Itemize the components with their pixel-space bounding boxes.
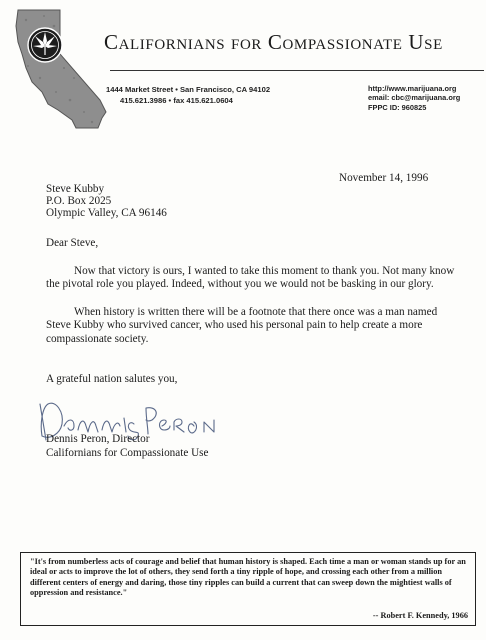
recipient-address — [46, 183, 167, 220]
letterhead-divider — [110, 70, 484, 71]
website-link[interactable]: http://www.marijuana.org — [368, 84, 457, 93]
signer-name-title: Dennis Peron, Director — [46, 433, 150, 445]
quote-text: "It's from numberless acts of courage and belief that human history is shaped. Each time a man or woman stands up for an ideal or acts to improve the lot of others, they send forth a tiny ripple of hope, and crossing each other from a million different centers of energy and daring, those tiny ripples can build a current that can sweep down the mightiest walls of oppression and resistance." — [30, 557, 466, 598]
fppc-id: FPPC ID: 960825 — [368, 102, 427, 112]
recipient-city: Olympic Valley, CA 96146 — [46, 207, 167, 220]
quote-attribution: -- Robert F. Kennedy, 1966 — [372, 611, 468, 620]
body-paragraph-2: When history is written there will be a footnote that there once was a man named Steve Kubby who survived cancer, who used his personal pain to help create a more compassionate society. — [46, 306, 438, 345]
email-line: email: cbc@marijuana.org — [368, 93, 461, 103]
phone-fax-line: 415.621.3986 • fax 415.621.0604 — [120, 96, 233, 105]
letterhead — [14, 8, 480, 134]
organization-address — [106, 84, 326, 106]
letter-date: November 14, 1996 — [339, 172, 429, 184]
quote-box — [20, 552, 476, 626]
signer-organization: Californians for Compassionate Use — [46, 447, 209, 459]
organization-contact — [368, 84, 486, 112]
california-map-cannabis-leaf-icon — [14, 8, 116, 130]
recipient-name: Steve Kubby — [46, 183, 105, 195]
signer-block — [46, 432, 209, 460]
closing-line: A grateful nation salutes you, — [46, 373, 178, 385]
address-line: 1444 Market Street • San Francisco, CA 94102 — [106, 85, 271, 94]
salutation: Dear Steve, — [46, 237, 99, 249]
recipient-po-box: P.O. Box 2025 — [46, 195, 112, 208]
organization-name: Californians for Compassionate Use — [104, 30, 443, 54]
body-paragraph-1: Now that victory is ours, I wanted to take this moment to thank you. Not many know the pivotal role you played. Indeed, without you we would not be basking in our glory. — [46, 265, 455, 291]
